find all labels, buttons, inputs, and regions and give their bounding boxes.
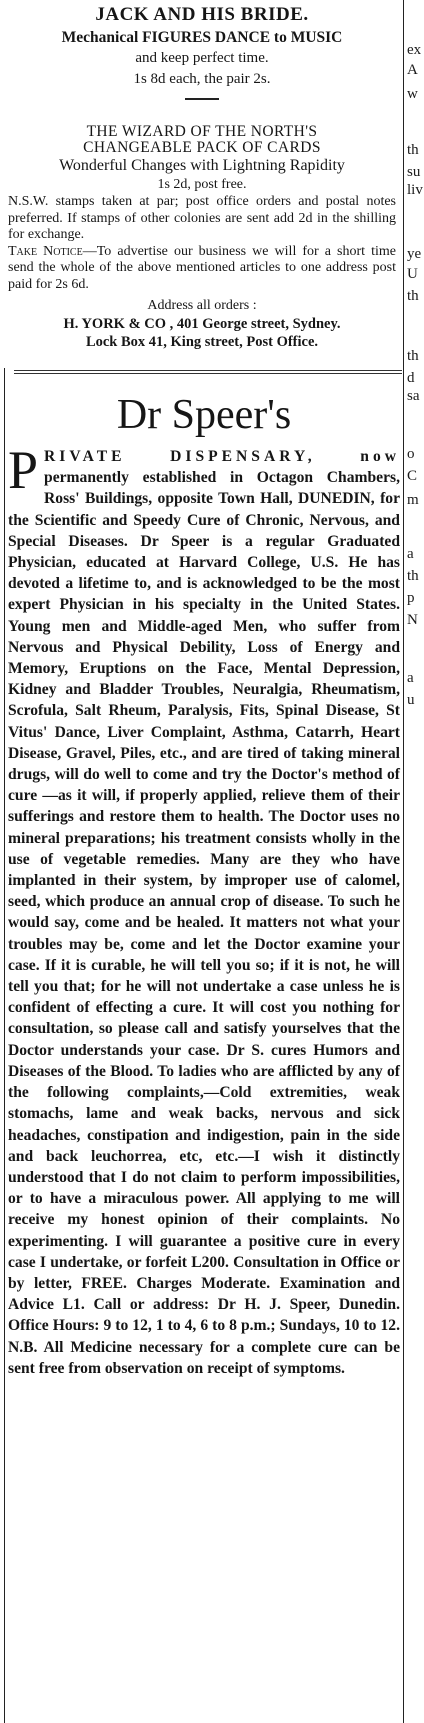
neighbor-fragment: p: [407, 590, 415, 606]
ad-wizard-address-label: Address all orders :: [147, 298, 257, 313]
ad-wizard-subtitle: Wonderful Changes with Lightning Rapidity: [59, 157, 345, 174]
neighbor-fragment: o: [407, 446, 415, 462]
neighbor-fragment: w: [407, 86, 418, 102]
short-divider: [185, 98, 219, 100]
neighbor-fragment: m: [407, 492, 419, 508]
ad-wizard-stamps-note: N.S.W. stamps taken at par; post office orders and postal notes preferred. If stamps of other colonies are sent add 2d in the shilling for exchange.: [8, 194, 396, 242]
neighbor-fragment: sa: [407, 388, 420, 404]
ad-jack-and-his-bride: [6, 2, 398, 110]
column-separator-right: [403, 0, 404, 1723]
neighbor-fragment: th: [407, 568, 419, 584]
neighbor-fragment: C: [407, 468, 418, 484]
ad-wizard-notice-label: Take Notice: [8, 243, 83, 259]
ad-wizard-price: 1s 2d, post free.: [157, 177, 247, 192]
ad-wizard-notice-text: —To advertise our business we will for a short time send the whole of the above mentioned articles to one address post paid for 2s 6d.: [8, 243, 396, 292]
neighbor-fragment: liv: [407, 182, 423, 198]
neighbor-fragment: d: [407, 370, 415, 386]
ad-wizard-address2: Lock Box 41, King street, Post Office.: [85, 334, 319, 350]
ad-speer-dropcap: P: [8, 440, 39, 500]
ad-speer-title: Dr Speer's: [116, 392, 292, 438]
ad-jack-line2: and keep perfect time.: [135, 50, 269, 66]
neighbor-fragment: U: [407, 266, 418, 282]
neighbor-fragment: su: [407, 164, 421, 180]
ad-separator-double: [14, 373, 402, 374]
ad-speer-opening: RIVATE DISPENSARY, now: [44, 448, 400, 465]
neighbor-fragment: th: [407, 288, 419, 304]
ad-wizard-title2: CHANGEABLE PACK OF CARDS: [83, 139, 321, 156]
ad-jack-line1: Mechanical FIGURES DANCE to MUSIC: [61, 29, 343, 46]
neighbor-fragment: N: [407, 612, 418, 628]
ad-wizard-title1: THE WIZARD OF THE NORTH'S: [86, 123, 318, 140]
neighbor-fragment: u: [407, 692, 415, 708]
neighbor-fragment: a: [407, 546, 414, 562]
ad-wizard-notice: [8, 244, 396, 294]
neighbor-fragment: A: [407, 62, 418, 78]
ad-dr-speers: [8, 392, 400, 1379]
ad-jack-title: JACK AND HIS BRIDE.: [95, 4, 309, 25]
column-separator-left: [4, 368, 5, 1723]
neighbor-fragment: a: [407, 670, 414, 686]
ad-wizard-of-the-north: [8, 124, 396, 351]
ad-speer-body: [8, 440, 400, 1379]
neighbor-fragment: ye: [407, 246, 422, 262]
ad-speer-text: permanently established in Octagon Chambers, Ross' Buildings, opposite Town Hall, DUNEDIN, for the Scientific and Speedy Cure of Chronic, Nervous, and Special Diseases. Dr Speer is a regular Graduated Physician, educated at Harvard College, U.S. He has devoted a lifetime to, and is acknowledged to be the most expert Physician in his specialty in the United States. Young men and Middle-aged Men, who suffer from Nervous and Physical Debility, Loss of Energy and Memory, Eruptions on the Face, Mental Depression, Kidney and Bladder Troubles, Neuralgia, Rheumatism, Scrofula, Salt Rheum, Paralysis, Fits, Spinal Disease, St Vitus' Dance, Liver Complaint, Asthma, Catarrh, Heart Disease, Gravel, Piles, etc., and are tired of taking mineral drugs, will do well to come and try the Doctor's method of cure —as it will, if properly applied, relieve them of their sufferings and restore them to health. The Doctor uses no mineral preparations; his treatment consists wholly in the use of vegetable remedies. Many are they who have implanted in their system, by improper use of calomel, seed, which produce an annual crop of disease. To such he would say, come and be healed. It matters not what your troubles may be, come and let the Doctor examine your case. If it is curable, he will tell you so; if it is not, he will tell you that; for he will not undertake a case unless he is confident of effecting a cure. It will cost you nothing for consultation, so please call and satisfy yourselves that the Doctor understands your case. Dr S. cures Humors and Diseases of the Blood. To ladies who are afflicted by any of the following complaints,—Cold extremities, weak stomachs, lame and weak backs, nervous and sick headaches, constipation and indigestion, pain in the side and back leuchorrea, etc, etc.—I wish it distinctly understood that I do not claim to perform impossibilities, or to have a miraculous power. All applying to me will receive my honest opinion of their complaints. No experimenting. I will guarantee a positive cure in every case I undertake, or forfeit L200. Consultation in Office or by letter, FREE. Charges Moderate. Examination and Advice L1. Call or address: Dr H. J. Speer, Dunedin. Office Hours: 9 to 12, 1 to 4, 6 to 8 p.m.; Sundays, 10 to 12. N.B. All Medicine necessary for a complete cure can be sent free from observation on receipt of symptoms.: [8, 469, 400, 1377]
neighbor-fragment: th: [407, 142, 419, 158]
ad-jack-price: 1s 8d each, the pair 2s.: [133, 71, 271, 87]
ad-separator: [14, 370, 402, 371]
ad-wizard-address1: H. YORK & CO , 401 George street, Sydney.: [63, 316, 341, 332]
neighbor-fragment: ex: [407, 42, 422, 58]
neighbor-fragment: th: [407, 348, 419, 364]
